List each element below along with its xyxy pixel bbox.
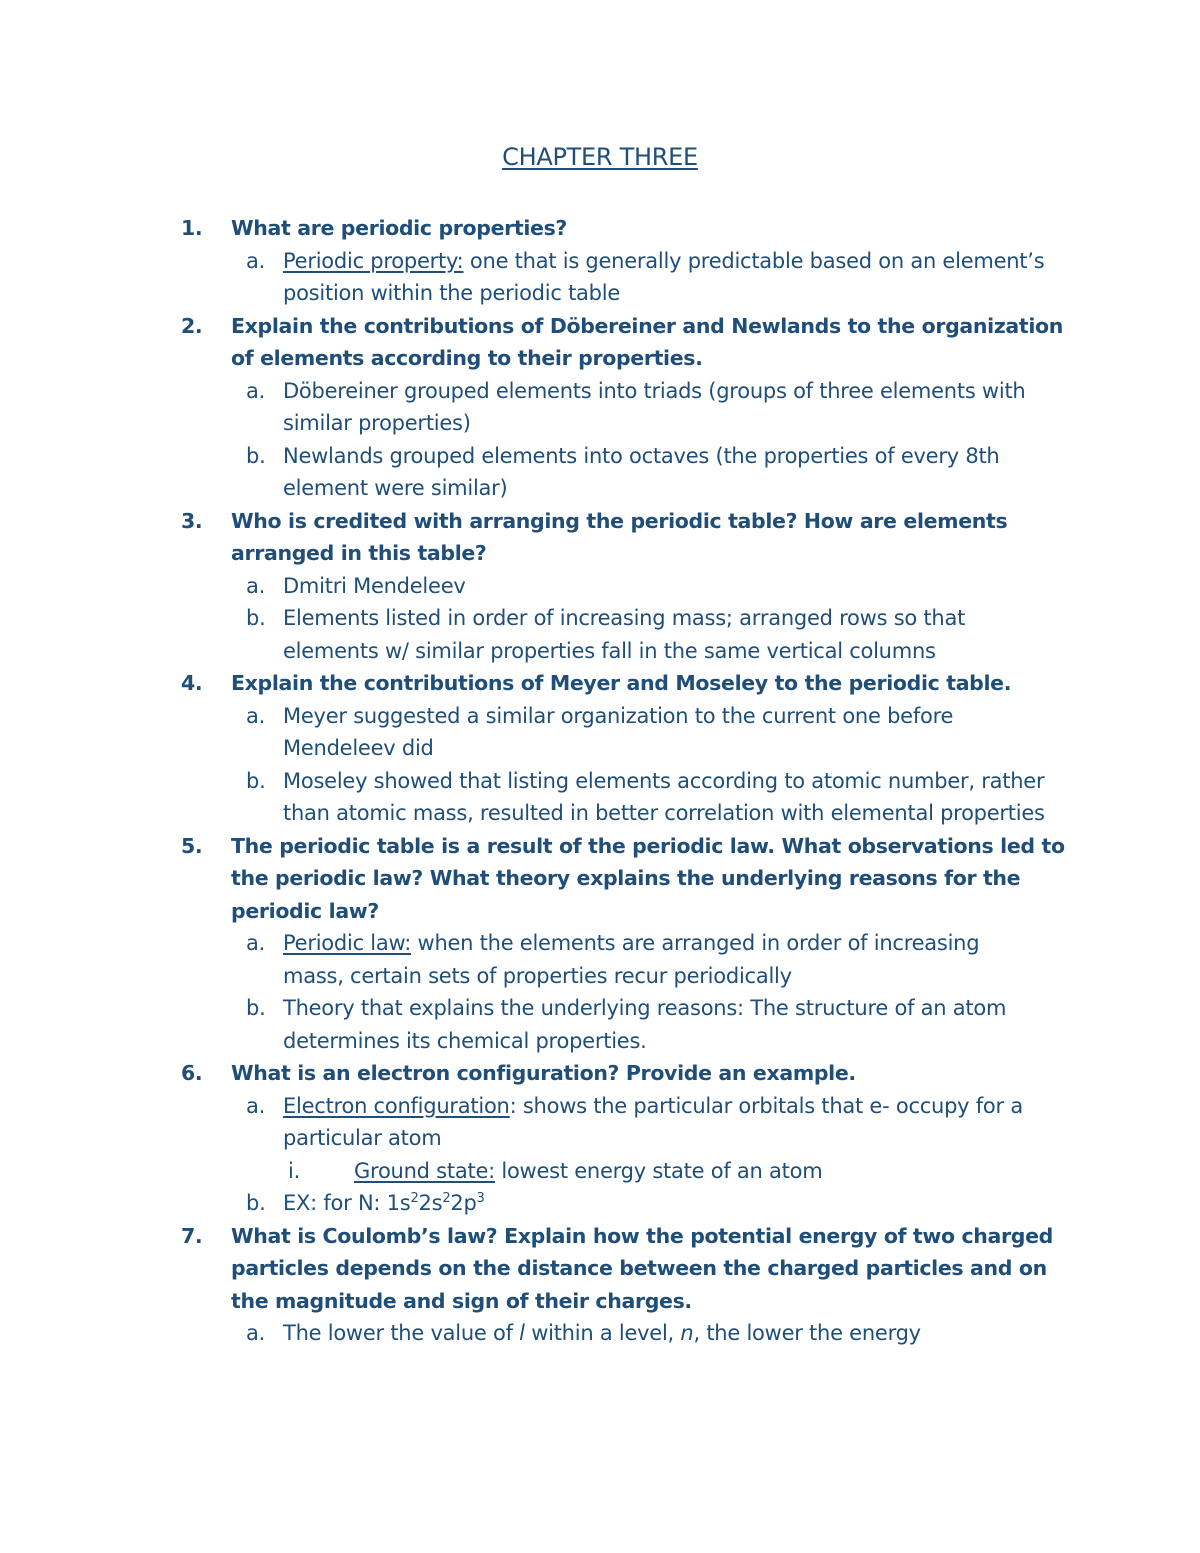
answer-5a-cont <box>0 960 1200 993</box>
answer-marker: a. <box>246 248 266 273</box>
answer-text: Meyer suggested a similar organization to the current one before <box>283 703 954 728</box>
answer-6a <box>0 1090 1200 1123</box>
question-5 <box>0 830 1200 863</box>
question-text: particles depends on the distance between the charged particles and on <box>231 1256 1047 1280</box>
answer-5b <box>0 992 1200 1025</box>
answer-marker: b. <box>246 1191 266 1215</box>
answer-marker: i. <box>288 1158 301 1183</box>
question-2 <box>0 310 1200 343</box>
question-text: the periodic law? What theory explains the underlying reasons for the <box>231 866 1021 890</box>
question-7-cont <box>0 1252 1200 1285</box>
question-1 <box>0 212 1200 245</box>
answer-4a-cont <box>0 732 1200 765</box>
answer-2a <box>0 375 1200 408</box>
answer-3b-cont <box>0 635 1200 668</box>
answer-text: Theory that explains the underlying reasons: The structure of an atom <box>283 996 1007 1020</box>
answer-2b <box>0 440 1200 473</box>
answer-text: Newlands grouped elements into octaves (the properties of every 8th <box>283 443 1000 468</box>
answer-text: Mendeleev did <box>283 736 434 760</box>
answer-text: Döbereiner grouped elements into triads (groups of three elements with <box>283 378 1026 403</box>
answer-text: one that is generally predictable based on an element’s <box>463 248 1045 273</box>
question-number: 4. <box>181 671 203 695</box>
answer-5b-cont <box>0 1025 1200 1058</box>
electron-configuration-example: EX: for N: $1s^22s^22p^3$ <box>283 1191 485 1215</box>
question-text: What is an electron configuration? Provide an example. <box>231 1061 856 1085</box>
term-ground-state: Ground state: <box>354 1158 495 1183</box>
answer-6a-i <box>0 1155 1200 1188</box>
answer-marker: a. <box>246 573 266 598</box>
question-text: the magnitude and sign of their charges. <box>231 1288 692 1313</box>
answer-marker: b. <box>246 768 266 793</box>
answer-marker: a. <box>246 1093 266 1118</box>
answer-1a <box>0 245 1200 278</box>
question-3-cont <box>0 537 1200 570</box>
answer-4b-cont <box>0 797 1200 830</box>
question-text: periodic law? <box>231 898 379 923</box>
answer-text: : shows the particular orbitals that e- occupy for a <box>509 1093 1023 1118</box>
answer-7a <box>0 1317 1200 1350</box>
answer-text: particular atom <box>283 1126 442 1150</box>
answer-6a-cont <box>0 1122 1200 1155</box>
answer-marker: a. <box>246 703 266 728</box>
answer-3a <box>0 570 1200 603</box>
answer-marker: b. <box>246 606 266 630</box>
question-4 <box>0 667 1200 700</box>
answer-6b <box>0 1187 1200 1220</box>
question-7-cont2 <box>0 1285 1200 1318</box>
question-text: arranged in this table? <box>231 541 487 565</box>
answer-marker: b. <box>246 443 266 468</box>
question-number: 3. <box>181 508 203 533</box>
question-3 <box>0 505 1200 538</box>
question-7 <box>0 1220 1200 1253</box>
question-text: of elements according to their properties. <box>231 346 703 370</box>
question-number: 5. <box>181 833 203 858</box>
answer-text: Dmitri Mendeleev <box>283 573 466 598</box>
answer-2b-cont <box>0 472 1200 505</box>
question-number: 6. <box>181 1061 203 1085</box>
question-6 <box>0 1057 1200 1090</box>
question-number: 7. <box>181 1223 203 1248</box>
answer-marker: a. <box>246 378 266 403</box>
question-5-cont <box>0 862 1200 895</box>
question-text: Explain the contributions of Meyer and Moseley to the periodic table. <box>231 671 1012 695</box>
answer-marker: a. <box>246 1321 266 1345</box>
answer-text: element were similar) <box>283 476 508 500</box>
question-text: Who is credited with arranging the periodic table? How are elements <box>231 508 1008 533</box>
term-periodic-property: Periodic property: <box>283 248 464 273</box>
answer-5a <box>0 927 1200 960</box>
answer-text: position within the periodic table <box>283 281 621 305</box>
answer-text: The lower the value of l within a level, n, the lower the energy <box>283 1321 921 1345</box>
answer-1a-cont <box>0 277 1200 310</box>
answer-text: lowest energy state of an atom <box>494 1158 823 1183</box>
question-list <box>0 212 1200 1350</box>
answer-marker: a. <box>246 931 266 955</box>
chapter-title: CHAPTER THREE <box>502 143 698 171</box>
answer-text: Elements listed in order of increasing mass; arranged rows so that <box>283 606 966 630</box>
answer-2a-cont <box>0 407 1200 440</box>
question-text: The periodic table is a result of the periodic law. What observations led to <box>231 833 1065 858</box>
answer-text: determines its chemical properties. <box>283 1028 647 1053</box>
question-number: 2. <box>181 313 203 338</box>
answer-4a <box>0 700 1200 733</box>
question-number: 1. <box>181 216 203 240</box>
answer-4b <box>0 765 1200 798</box>
answer-text: mass, certain sets of properties recur periodically <box>283 963 792 988</box>
question-text: Explain the contributions of Döbereiner and Newlands to the organization <box>231 313 1063 338</box>
question-2-cont <box>0 342 1200 375</box>
question-text: What are periodic properties? <box>231 216 567 240</box>
answer-text: than atomic mass, resulted in better correlation with elemental properties <box>283 801 1045 825</box>
answer-text: elements w/ similar properties fall in the same vertical columns <box>283 638 936 663</box>
answer-text: Moseley showed that listing elements according to atomic number, rather <box>283 768 1045 793</box>
answer-marker: b. <box>246 996 266 1020</box>
term-electron-configuration: Electron configuration <box>283 1093 510 1118</box>
term-periodic-law: Periodic law: <box>283 931 412 955</box>
answer-3b <box>0 602 1200 635</box>
question-5-cont2 <box>0 895 1200 928</box>
question-text: What is Coulomb’s law? Explain how the potential energy of two charged <box>231 1223 1053 1248</box>
answer-text: similar properties) <box>283 411 471 435</box>
answer-text: when the elements are arranged in order of increasing <box>411 931 980 955</box>
